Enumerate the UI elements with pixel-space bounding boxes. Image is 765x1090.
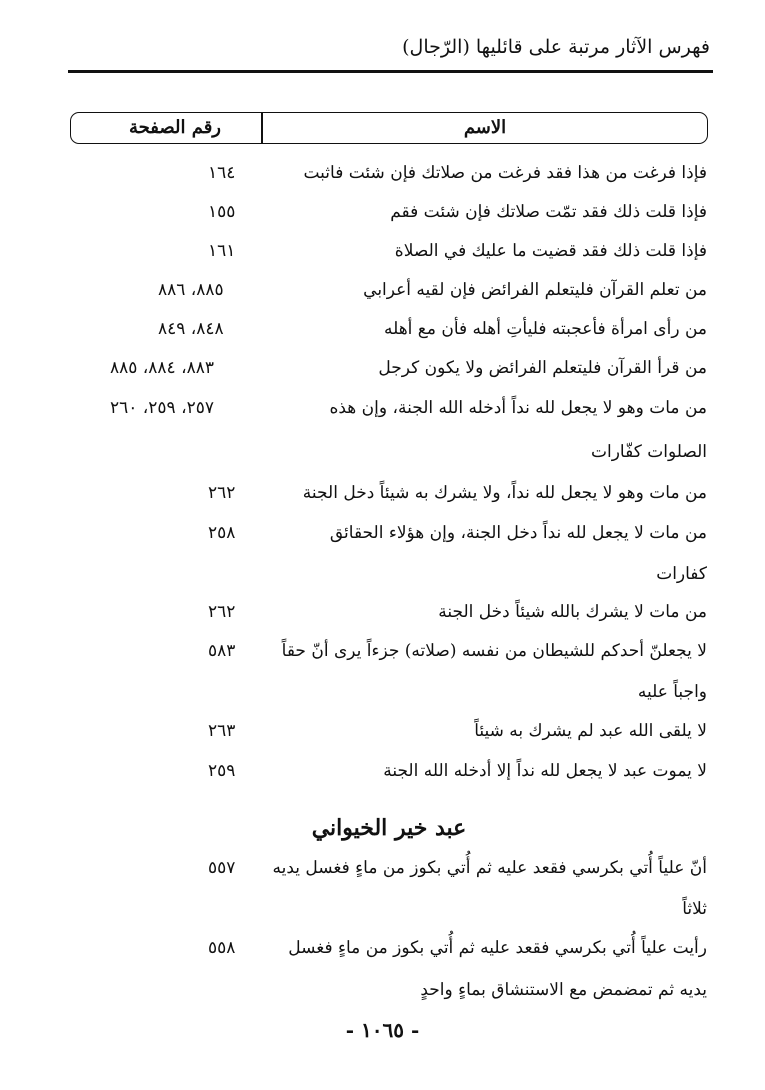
index-entry-pages: ٢٥٧، ٢٥٩، ٢٦٠ <box>110 398 214 418</box>
index-entry-pages: ٥٥٨ <box>208 938 236 958</box>
index-entry-text: لا يلقى الله عبد لم يشرك به شيئاً <box>474 721 707 741</box>
header-rule <box>68 70 713 73</box>
index-entry-text: فإذا قلت ذلك فقد قضيت ما عليك في الصلاة <box>394 241 707 261</box>
index-entry-text: لا يموت عبد لا يجعل لله نداً إلا أدخله الله الجنة <box>383 761 707 781</box>
index-entry-pages: ٨٨٣، ٨٨٤، ٨٨٥ <box>110 358 214 378</box>
name-column-label: الاسم <box>463 117 507 138</box>
index-entry-continuation: يديه ثم تمضمض مع الاستنشاق بماءٍ واحدٍ <box>420 980 707 1000</box>
index-entry-pages: ٨٨٥، ٨٨٦ <box>158 280 224 300</box>
index-entry-text: رأيت علياً أُتي بكرسي فقعد عليه ثم أُتي بكوز من ماءٍ فغسل <box>288 938 707 958</box>
index-entry-pages: ٢٦٣ <box>208 721 236 741</box>
section-heading: عبد خير الخيواني <box>311 815 467 841</box>
index-entry-continuation: الصلوات كفّارات <box>591 442 707 462</box>
index-entry-text: من تعلم القرآن فليتعلم الفرائض فإن لقيه أعرابي <box>363 280 707 300</box>
index-entry-text: من مات لا يجعل لله نداً دخل الجنة، وإن هؤلاء الحقائق <box>329 523 707 543</box>
index-entry-pages: ١٥٥ <box>208 202 236 222</box>
index-entry-pages: ٢٦٢ <box>208 483 236 503</box>
index-entry-continuation: واجباً عليه <box>637 682 707 702</box>
index-entry-text: من رأى امرأة فأعجبته فليأتِ أهله فأن مع أهله <box>383 319 707 339</box>
index-entry-text: من مات وهو لا يجعل لله نداً أدخله الله الجنة، وإن هذه <box>329 398 707 418</box>
index-entry-text: من مات لا يشرك بالله شيئاً دخل الجنة <box>438 602 707 622</box>
index-entry-text: من قرأ القرآن فليتعلم الفرائض ولا يكون كرجل <box>378 358 707 378</box>
page-column-label: رقم الصفحة <box>128 117 221 138</box>
index-entry-continuation: كفارات <box>656 564 707 584</box>
index-column-header <box>70 112 708 144</box>
index-entry-text: فإذا قلت ذلك فقد تمّت صلاتك فإن شئت فقم <box>390 202 707 222</box>
index-entry-pages: ٥٥٧ <box>208 858 236 878</box>
running-header-title: فهرس الآثار مرتبة على قائليها (الرّجال) <box>402 36 710 58</box>
index-entry-pages: ١٦٤ <box>208 163 236 183</box>
index-entry-text: أنّ علياً أُتي بكرسي فقعد عليه ثم أُتي بكوز من ماءٍ فغسل يديه <box>272 858 707 878</box>
index-entry-text: من مات وهو لا يجعل لله نداً، ولا يشرك به شيئاً دخل الجنة <box>302 483 707 503</box>
index-entry-pages: ٢٥٨ <box>208 523 236 543</box>
index-entry-continuation: ثلاثاً <box>682 899 707 919</box>
index-entry-pages: ١٦١ <box>208 241 236 261</box>
index-entry-text: فإذا فرغت من هذا فقد فرغت من صلاتك فإن شئت فاثبت <box>303 163 707 183</box>
page-number: - ١٠٦٥ - <box>345 1018 420 1042</box>
index-entry-pages: ٥٨٣ <box>208 641 236 661</box>
index-entry-pages: ٢٥٩ <box>208 761 236 781</box>
index-entry-text: لا يجعلنّ أحدكم للشيطان من نفسه (صلاته) جزءاً يرى أنّ حقاً <box>281 641 707 661</box>
index-entry-pages: ٨٤٨، ٨٤٩ <box>158 319 224 339</box>
column-divider <box>261 113 263 143</box>
index-entry-pages: ٢٦٢ <box>208 602 236 622</box>
